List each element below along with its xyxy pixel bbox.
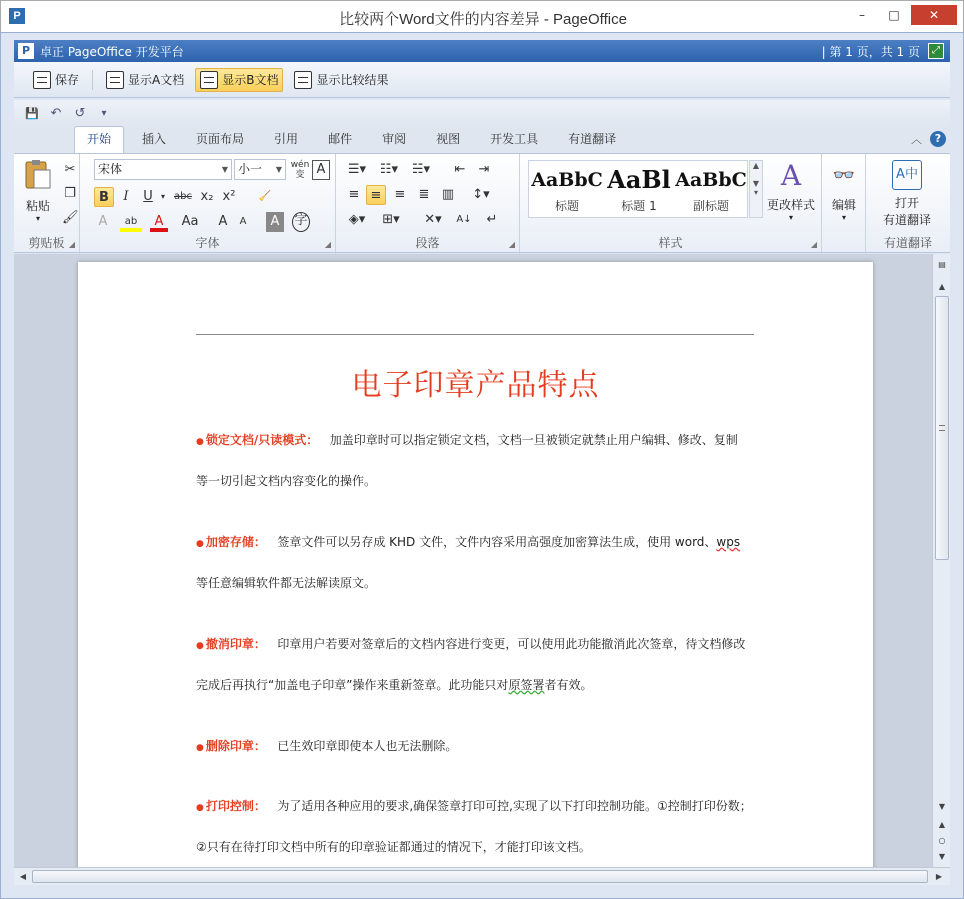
styles-gallery [528, 160, 760, 218]
style-name: 标题 [554, 199, 579, 213]
bullet-heading-text: 加密存储： [205, 535, 266, 549]
maximize-button[interactable]: □ [888, 8, 900, 22]
tab-review[interactable]: 审阅 [382, 132, 407, 146]
justify-icon[interactable]: ≣ [418, 187, 430, 202]
distribute-icon[interactable]: ▥ [441, 187, 455, 202]
collapse-ribbon-icon[interactable]: ︿ [911, 133, 922, 146]
decrease-indent-icon[interactable]: ⇤ [454, 162, 466, 177]
group-paragraph [336, 154, 520, 254]
next-page-icon[interactable]: ▼ [938, 852, 946, 861]
sort-icon[interactable]: A↓ [456, 214, 472, 225]
bullet-icon: ● [196, 437, 204, 447]
font-size-value: 小一 [238, 162, 263, 176]
show-compare-result-button[interactable] [289, 68, 393, 92]
bullets-icon[interactable]: ☰▾ [347, 162, 367, 177]
save-icon[interactable]: 💾 [25, 106, 39, 120]
grow-font-button[interactable]: A [218, 214, 228, 229]
header-line [196, 334, 754, 335]
save-icon [33, 71, 51, 89]
tab-view[interactable]: 视图 [436, 132, 461, 146]
open-youdao-label2: 有道翻译 [882, 213, 931, 227]
close-button[interactable]: ✕ [911, 5, 957, 25]
document-area [14, 254, 932, 867]
paste-icon [22, 158, 54, 190]
document-title: 电子印章产品特点 [351, 368, 600, 403]
paragraph-text: 签章文件可以另存成 KHD 文件，文件内容采用高强度加密算法生成，使用 word、 [277, 535, 717, 549]
chevron-down-icon: ▼ [275, 165, 282, 174]
paragraph-revoke-cont [196, 675, 756, 695]
horizontal-scrollbar[interactable] [14, 867, 950, 885]
style-sample: AaBbC [675, 169, 747, 191]
paragraph-print [196, 796, 756, 818]
bullet-icon: ● [196, 803, 204, 813]
increase-indent-icon[interactable]: ⇥ [478, 162, 490, 177]
shrink-font-button[interactable]: A [239, 216, 247, 227]
bullet-heading-text: 打印控制： [205, 799, 266, 813]
window-title: 比较两个Word文件的内容差异 - PageOffice [339, 11, 627, 28]
paragraph-lock [196, 430, 756, 452]
style-name: 标题 1 [621, 199, 657, 213]
scroll-down-icon[interactable]: ▼ [938, 802, 946, 811]
style-item-heading1[interactable] [603, 165, 675, 214]
grammar-mark-text: 原签署 [508, 678, 545, 692]
page-indicator: | 第 1 页，共 1 页 [821, 45, 920, 59]
change-styles-button[interactable] [766, 160, 816, 222]
scroll-right-icon[interactable]: ▶ [935, 872, 943, 881]
paragraph-lock-cont: 等一切引起文档内容变化的操作。 [196, 474, 377, 488]
italic-button[interactable]: I [123, 189, 129, 204]
paragraph-print-cont: ②只有在待打印文档中所有的印章验证都通过的情况下，才能打印该文档。 [196, 840, 591, 854]
tab-developer[interactable]: 开发工具 [490, 132, 539, 146]
group-label-clipboard: 剪贴板 [28, 236, 65, 250]
underline-button[interactable]: U [143, 189, 153, 204]
document-icon [200, 71, 218, 89]
window-controls [847, 5, 957, 25]
show-compare-result-label: 显示比较结果 [316, 73, 389, 87]
save-label: 保存 [55, 73, 80, 87]
ribbon-tabs [14, 126, 950, 153]
styles-gallery-scroll[interactable]: ▲ ▼ ▾ [749, 160, 763, 218]
bullet-heading [196, 535, 266, 549]
highlight-button[interactable]: ab [120, 212, 142, 232]
grip-icon [939, 425, 945, 431]
copy-icon[interactable]: ❐ [64, 186, 76, 201]
style-item-subtitle[interactable] [675, 165, 747, 214]
paragraph-revoke [196, 634, 756, 656]
group-styles [520, 154, 822, 254]
format-painter-icon[interactable]: 🖌 [62, 210, 79, 225]
tab-page-layout[interactable]: 页面布局 [196, 132, 245, 146]
bullet-icon: ● [196, 539, 204, 549]
bullet-heading-text: 锁定文档/只读模式： [205, 433, 319, 447]
style-sample: AaBl [607, 165, 671, 194]
change-styles-icon: A [780, 159, 802, 192]
style-sample: AaBbC [531, 169, 603, 191]
align-right-icon[interactable]: ≡ [394, 187, 406, 202]
tab-youdao[interactable]: 有道翻译 [568, 132, 617, 146]
pageoffice-logo-icon: P [18, 43, 34, 59]
help-icon[interactable]: ? [930, 131, 946, 147]
bullet-heading [196, 637, 266, 651]
show-marks-icon[interactable]: ↵ [486, 212, 498, 227]
horizontal-scroll-thumb[interactable] [32, 870, 928, 883]
ribbon-home [14, 153, 950, 253]
chevron-down-icon: ▼ [221, 165, 228, 174]
scroll-left-icon[interactable]: ◀ [19, 872, 27, 881]
group-label-styles: 样式 [658, 236, 683, 250]
style-item-title[interactable] [531, 165, 603, 214]
pageoffice-titlebar [14, 40, 950, 62]
group-label-font: 字体 [195, 236, 220, 250]
font-launcher-icon[interactable]: ◢ [324, 240, 331, 249]
paragraph-text: 者有效。 [544, 678, 593, 692]
previous-page-icon[interactable]: ▲ [938, 820, 946, 829]
vertical-scrollbar[interactable] [932, 254, 950, 867]
document-icon [294, 71, 312, 89]
char-border-icon[interactable]: A [312, 160, 330, 180]
paragraph-text: 完成后再执行“加盖电子印章”操作来重新签章。此功能只对 [196, 678, 509, 692]
group-clipboard [14, 154, 80, 254]
phonetic-guide-label: wén [290, 160, 310, 170]
open-youdao-label: 打开 [894, 196, 919, 210]
paragraph-encrypt-cont: 等任意编辑软件都无法解读原文。 [196, 576, 377, 590]
cut-icon[interactable]: ✂ [64, 162, 76, 177]
bullet-heading-text: 删除印章： [205, 739, 266, 753]
group-label-youdao: 有道翻译 [883, 236, 932, 250]
group-edit [822, 154, 866, 254]
shading-icon[interactable]: ◈▾ [348, 212, 366, 227]
toolbar-separator [92, 70, 93, 90]
paragraph-delete [196, 736, 756, 758]
tab-insert[interactable]: 插入 [142, 132, 167, 146]
superscript-button[interactable]: x² [222, 189, 236, 204]
chevron-down-icon: ▾ [841, 213, 846, 222]
paragraph-text: 为了适用各种应用的要求,确保签章打印可控,实现了以下打印控制功能。①控制打印份数； [277, 799, 752, 813]
group-font [80, 154, 336, 254]
browse-object-icon[interactable]: ○ [938, 836, 946, 845]
scroll-up-icon[interactable]: ▲ [938, 282, 946, 291]
strikethrough-button[interactable]: abc [174, 191, 192, 202]
bullet-heading [196, 799, 266, 813]
enclose-char-icon[interactable]: 字 [292, 212, 310, 232]
font-name-value: 宋体 [98, 162, 123, 176]
group-youdao [866, 154, 950, 254]
chevron-down-icon[interactable]: ▾ [160, 192, 165, 201]
font-color-button[interactable]: A [150, 212, 168, 232]
chevron-down-icon: ▾ [788, 213, 793, 222]
app-icon: P [9, 8, 25, 24]
multilevel-list-icon[interactable]: ☵▾ [411, 162, 431, 177]
phonetic-guide-icon[interactable]: wén 变 [290, 160, 310, 180]
borders-icon[interactable]: ⊞▾ [382, 212, 400, 227]
show-doc-a-label: 显示A文档 [128, 73, 185, 87]
group-label-paragraph: 段落 [415, 236, 440, 250]
bullet-icon: ● [196, 743, 204, 753]
font-name-select[interactable] [94, 159, 232, 180]
save-button[interactable] [28, 68, 84, 92]
change-styles-label: 更改样式 [766, 198, 815, 212]
open-youdao-button[interactable] [872, 160, 942, 228]
paragraph-text: 已生效印章即使本人也无法删除。 [277, 739, 458, 753]
bullet-icon: ● [196, 641, 204, 651]
text-effects-icon[interactable]: A [98, 214, 108, 229]
quick-access-toolbar [14, 100, 950, 126]
ruler-toggle-icon[interactable]: ▤ [938, 260, 946, 269]
clear-formatting-icon[interactable]: 🧹 [258, 191, 272, 202]
bullet-heading [196, 433, 318, 447]
minimize-button[interactable]: – [859, 8, 865, 22]
edit-label: 编辑 [831, 198, 856, 212]
align-left-icon[interactable]: ≡ [348, 187, 360, 202]
show-doc-a-button[interactable] [101, 68, 189, 92]
bold-button[interactable]: B [94, 187, 114, 207]
numbering-icon[interactable]: ☷▾ [379, 162, 399, 177]
spelling-error-text: wps [716, 535, 741, 549]
change-case-button[interactable]: Aa [181, 214, 199, 229]
tab-home[interactable]: 开始 [74, 126, 124, 153]
bullet-heading-text: 撤消印章： [205, 637, 266, 651]
binoculars-icon: 👓 [832, 165, 856, 186]
char-shading-button[interactable]: A [266, 212, 284, 232]
paragraph-encrypt [196, 532, 756, 554]
customize-qat-icon[interactable]: ▾ [101, 107, 107, 119]
paste-arrow-icon: ▾ [35, 214, 40, 223]
tabs-right-controls [911, 131, 946, 147]
paste-label: 粘贴 [25, 199, 50, 213]
subscript-button[interactable]: x₂ [200, 189, 214, 204]
undo-icon[interactable]: ↶ [50, 105, 62, 121]
redo-icon[interactable]: ↺ [74, 105, 86, 121]
line-spacing-icon[interactable]: ↕▾ [472, 187, 490, 202]
paragraph-launcher-icon[interactable]: ◢ [508, 240, 515, 249]
font-size-select[interactable] [234, 159, 286, 180]
document-page[interactable] [78, 262, 873, 867]
edit-button[interactable] [826, 160, 862, 222]
paragraph-text: 印章用户若要对签章后的文档内容进行变更，可以使用此功能撤消此次签章，待文档修改 [277, 637, 746, 651]
styles-launcher-icon[interactable]: ◢ [810, 240, 817, 249]
fullscreen-toggle-icon[interactable]: ⤢ [928, 43, 944, 59]
show-doc-b-button[interactable] [195, 68, 283, 92]
pageoffice-title: 卓正 PageOffice 开发平台 [40, 45, 184, 59]
youdao-translate-icon: A中 [892, 160, 922, 190]
vertical-scroll-thumb[interactable] [935, 296, 949, 560]
tab-references[interactable]: 引用 [274, 132, 299, 146]
pageoffice-toolbar [14, 62, 950, 98]
clipboard-launcher-icon[interactable]: ◢ [68, 240, 75, 249]
chinese-layout-icon[interactable]: ✕▾ [424, 212, 442, 227]
window-titlebar [0, 0, 964, 32]
document-icon [106, 71, 124, 89]
tab-mailings[interactable]: 邮件 [328, 132, 353, 146]
bullet-heading [196, 739, 266, 753]
paste-button[interactable] [20, 158, 56, 223]
align-center-icon[interactable]: ≡ [366, 185, 386, 205]
paragraph-text: 加盖印章时可以指定锁定文档，文档一旦被锁定就禁止用户编辑、修改、复制 [329, 433, 738, 447]
show-doc-b-label: 显示B文档 [222, 73, 279, 87]
style-name: 副标题 [692, 199, 729, 213]
